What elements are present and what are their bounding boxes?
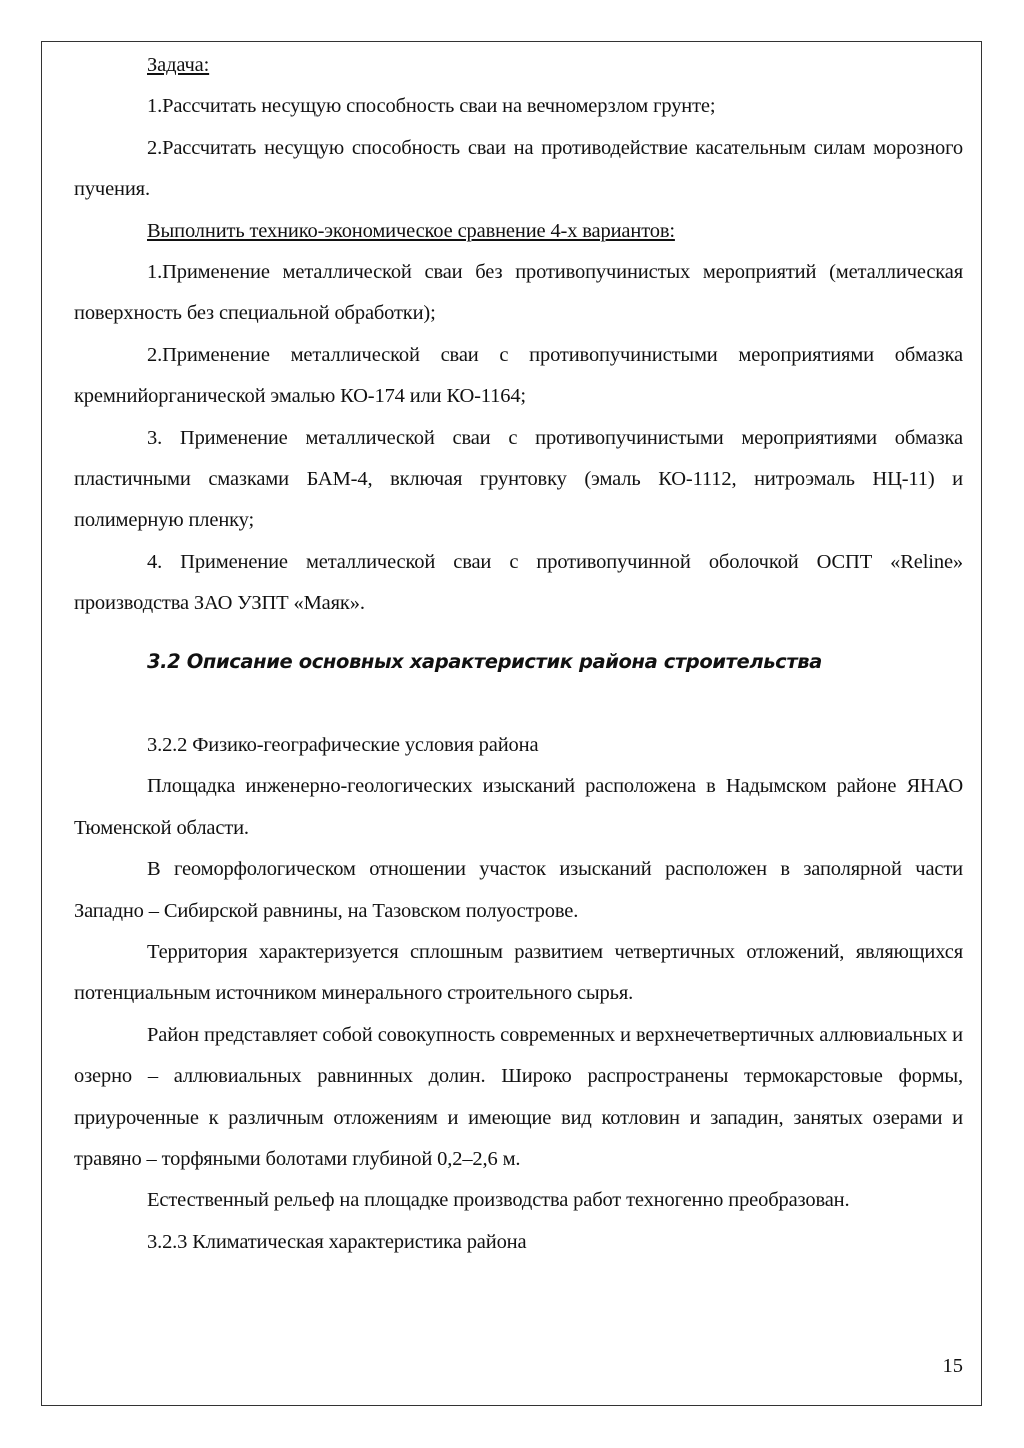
subheading-physical-geography: 3.2.2 Физико-географические условия района xyxy=(147,734,539,756)
task-title: Задача: xyxy=(147,54,210,76)
section-block xyxy=(74,725,963,1263)
variant-item: 3. Применение металлической сваи с противопучинистыми мероприятиями обмазка пластичными смазками БАМ-4, включая грунтовку (эмаль КО-1112, нитроэмаль НЦ-11) и полимерную пленку; xyxy=(74,426,963,532)
paragraph: В геоморфологическом отношении участок изысканий расположен в заполярной части Западно – Сибирской равнины, на Тазовском полуострове. xyxy=(74,858,963,922)
section-heading: 3.2 Описание основных характеристик района строительства xyxy=(147,650,822,673)
comparison-title: Выполнить технико-экономическое сравнение 4-х вариантов: xyxy=(147,219,675,242)
variant-item: 4. Применение металлической сваи с противопучинной оболочкой ОСПТ «Reline» производства ЗАО УЗПТ «Маяк». xyxy=(74,550,963,615)
page-number: 15 xyxy=(942,1355,963,1377)
variant-item: 2.Применение металлической сваи с противопучинистыми мероприятиями обмазка кремнийорганической эмалью КО-174 или КО-1164; xyxy=(74,343,963,408)
task-item: 1.Рассчитать несущую способность сваи на вечномерзлом грунте; xyxy=(147,95,716,118)
task-block xyxy=(74,45,963,625)
task-item: 2.Рассчитать несущую способность сваи на противодействие касательным силам морозного пучения. xyxy=(74,136,963,201)
paragraph: Район представляет собой совокупность современных и верхнечетвертичных аллювиальных и озерно – аллювиальных равнинных долин. Широко распространены термокарстовые формы, приуроченные к различным отложениям и имеющие вид котловин и западин, занятых озерами и травяно – торфяными болотами глубиной 0,2–2,6 м. xyxy=(74,1023,963,1171)
paragraph: Территория характеризуется сплошным развитием четвертичных отложений, являющихся потенциальным источником минерального строительного сырья. xyxy=(74,941,963,1005)
variant-item: 1.Применение металлической сваи без противопучинистых мероприятий (металлическая поверхность без специальной обработки); xyxy=(74,261,963,325)
paragraph: Естественный рельеф на площадке производства работ техногенно преобразован. xyxy=(147,1189,850,1212)
subheading-climate: 3.2.3 Климатическая характеристика района xyxy=(147,1230,527,1253)
paragraph: Площадка инженерно-геологических изысканий расположена в Надымском районе ЯНАО Тюменской области. xyxy=(74,775,963,839)
